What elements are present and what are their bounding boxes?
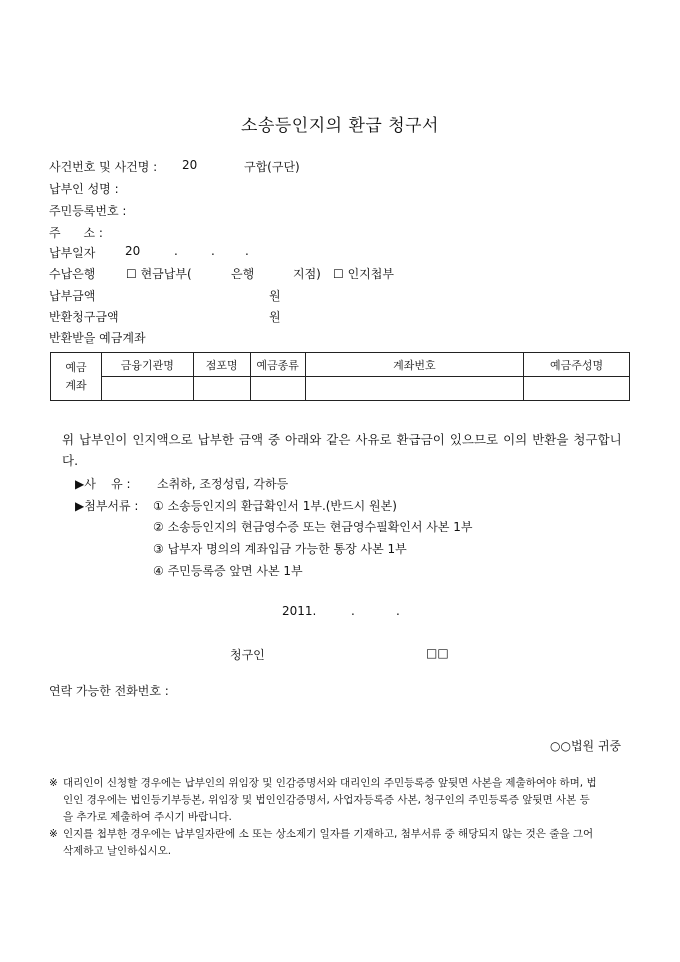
note-agent <box>49 775 634 826</box>
note-line: 대리인이 신청할 경우에는 납부인의 위임장 및 인감증명서와 대리인의 주민등록증 앞뒷면 사본을 제출하여야 하며, 법 <box>63 777 597 789</box>
case-suffix: 구합(구단) <box>244 160 300 174</box>
branch-word: 지점) <box>293 267 321 281</box>
case-label: 사건번호 및 사건명 : <box>49 160 158 174</box>
account-side-header: 예금 계좌 <box>51 353 102 401</box>
account-holder-header: 예금주성명 <box>524 353 630 377</box>
address-label: 주 소 : <box>49 226 103 240</box>
note-line: 을 추가로 제출하여 주시기 바랍니다. <box>63 811 232 823</box>
payer-name-label: 납부인 성명 : <box>49 182 119 196</box>
date-year: 2011. <box>282 604 317 618</box>
paid-amount-unit: 원 <box>269 289 281 303</box>
attachment-item: ① 소송등인지의 환급확인서 1부.(반드시 원본) <box>153 499 397 513</box>
date-dot: . <box>351 604 355 618</box>
note-line: 삭제하고 날인하십시오. <box>63 845 172 857</box>
deposit-type-cell[interactable] <box>250 377 305 401</box>
branch-name-cell[interactable] <box>193 377 250 401</box>
note-mark: ※ <box>49 777 58 789</box>
note-mark: ※ <box>49 828 58 840</box>
resident-number-label: 주민등록번호 : <box>49 204 127 218</box>
phone-label: 연락 가능한 전화번호 : <box>49 684 169 698</box>
bank-word: 은행 <box>231 267 255 281</box>
pay-date-label: 납부일자 <box>49 246 96 260</box>
refund-amount-label: 반환청구금액 <box>49 310 119 324</box>
court-name: ○○법원 귀중 <box>550 739 622 753</box>
account-number-header: 계좌번호 <box>305 353 524 377</box>
refund-amount-unit: 원 <box>269 310 281 324</box>
claimant-label: 청구인 <box>230 648 265 662</box>
paid-amount-label: 납부금액 <box>49 289 96 303</box>
seal-mark: □□ <box>426 646 449 660</box>
case-year: 20 <box>182 158 198 172</box>
pay-date-dot: . <box>174 244 178 258</box>
date-dot: . <box>396 604 400 618</box>
bank-name-cell[interactable] <box>101 377 193 401</box>
body-paragraph: 위 납부인이 인지액으로 납부한 금액 중 아래와 같은 사유로 환급금이 있으므로 이의 반환을 청구합니다. <box>62 432 622 468</box>
account-label: 반환받을 예금계좌 <box>49 331 146 345</box>
account-table <box>50 352 630 401</box>
reason-value: 소취하, 조정성립, 각하등 <box>157 477 289 491</box>
pay-date-dot: . <box>245 244 249 258</box>
pay-date-year: 20 <box>125 244 141 258</box>
reason-label: ▶사 유 : <box>75 477 131 491</box>
attachments-label: ▶첨부서류 : <box>75 499 139 513</box>
account-number-cell[interactable] <box>305 377 524 401</box>
bank-name-header: 금융기관명 <box>101 353 193 377</box>
document-title: 소송등인지의 환급 청구서 <box>241 116 439 136</box>
bank-label: 수납은행 <box>49 267 96 281</box>
attachment-item: ③ 납부자 명의의 계좌입금 가능한 통장 사본 1부 <box>153 542 407 556</box>
pay-date-dot: . <box>211 244 215 258</box>
attachment-item: ② 소송등인지의 현금영수증 또는 현금영수필확인서 사본 1부 <box>153 520 473 534</box>
account-holder-cell[interactable] <box>524 377 630 401</box>
deposit-type-header: 예금종류 <box>250 353 305 377</box>
branch-name-header: 점포명 <box>193 353 250 377</box>
note-line: 인지를 첩부한 경우에는 납부일자란에 소 또는 상소제기 일자를 기재하고, 첨부서류 중 해당되지 않는 것은 줄을 그어 <box>63 828 594 840</box>
note-line: 인인 경우에는 법인등기부등본, 위임장 및 법인인감증명서, 사업자등록증 사본, 청구인의 주민등록증 앞뒷면 사본 등 <box>63 794 590 806</box>
note-stamp <box>49 826 634 860</box>
stamp-option: ☐ 인지첩부 <box>333 267 394 281</box>
attachment-item: ④ 주민등록증 앞면 사본 1부 <box>153 564 303 578</box>
cash-payment-option: ☐ 현금납부( <box>126 267 192 281</box>
